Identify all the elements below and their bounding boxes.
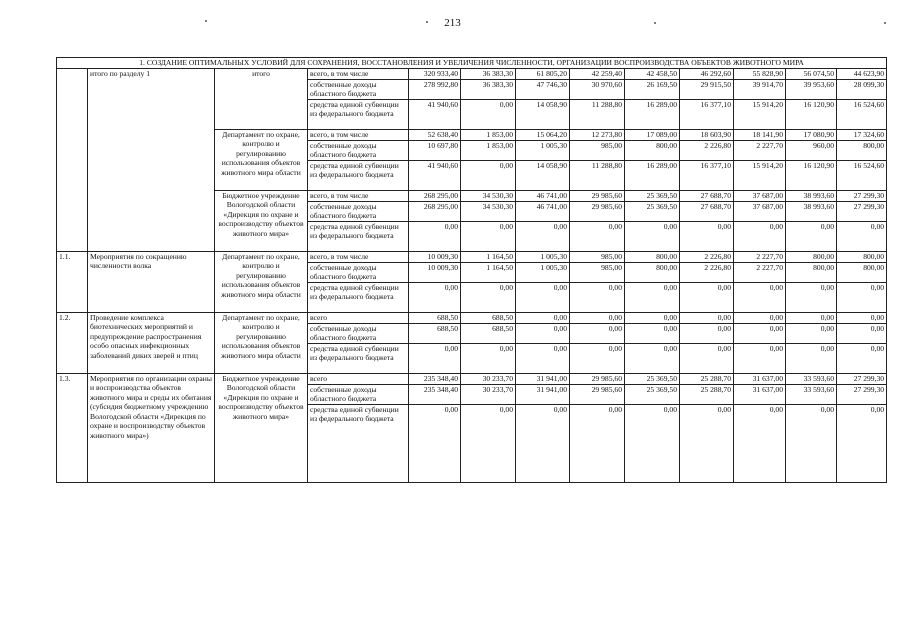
amount-cell: 0,00 xyxy=(786,282,837,312)
table-row xyxy=(57,373,887,384)
executor-name: Департамент по охране, контролю и регулированию использования объектов животного мира области xyxy=(215,312,308,373)
funding-source-label: средства единой субвенции из федерального бюджета xyxy=(308,99,409,129)
amount-cell: 0,00 xyxy=(570,323,625,343)
funding-source-label: средства единой субвенции из федерального бюджета xyxy=(308,160,409,190)
funding-source-label: собственные доходы областного бюджета xyxy=(308,384,409,404)
amount-cell: 2 227,70 xyxy=(734,251,786,262)
amount-cell: 800,00 xyxy=(786,262,837,282)
amount-cell: 688,50 xyxy=(461,312,516,323)
amount-cell: 29 985,60 xyxy=(570,201,625,221)
funding-source-label: всего xyxy=(308,312,409,323)
amount-cell: 27 688,70 xyxy=(680,201,734,221)
amount-cell: 235 348,40 xyxy=(409,373,461,384)
amount-cell: 0,00 xyxy=(786,343,837,373)
amount-cell: 33 593,60 xyxy=(786,373,837,384)
amount-cell: 0,00 xyxy=(516,221,570,251)
amount-cell: 0,00 xyxy=(570,312,625,323)
amount-cell: 985,00 xyxy=(570,140,625,160)
amount-cell: 0,00 xyxy=(680,404,734,482)
amount-cell: 0,00 xyxy=(837,404,887,482)
amount-cell: 0,00 xyxy=(625,282,680,312)
executor-name: итого xyxy=(215,68,308,129)
amount-cell: 0,00 xyxy=(786,221,837,251)
amount-cell: 14 058,90 xyxy=(516,99,570,129)
funding-source-label: средства единой субвенции из федерального бюджета xyxy=(308,404,409,482)
amount-cell: 17 324,60 xyxy=(837,129,887,140)
amount-cell: 0,00 xyxy=(837,221,887,251)
amount-cell: 1 005,30 xyxy=(516,251,570,262)
amount-cell: 37 687,00 xyxy=(734,190,786,201)
amount-cell: 27 299,30 xyxy=(837,201,887,221)
amount-cell: 10 009,30 xyxy=(409,262,461,282)
amount-cell: 16 377,10 xyxy=(680,160,734,190)
amount-cell: 1 164,50 xyxy=(461,262,516,282)
amount-cell: 0,00 xyxy=(680,221,734,251)
amount-cell: 44 623,90 xyxy=(837,68,887,79)
amount-cell: 0,00 xyxy=(409,343,461,373)
amount-cell: 25 369,50 xyxy=(625,190,680,201)
amount-cell: 0,00 xyxy=(461,99,516,129)
amount-cell: 688,50 xyxy=(461,323,516,343)
amount-cell: 0,00 xyxy=(680,343,734,373)
amount-cell: 0,00 xyxy=(516,404,570,482)
amount-cell: 41 940,60 xyxy=(409,99,461,129)
funding-source-label: собственные доходы областного бюджета xyxy=(308,79,409,99)
amount-cell: 235 348,40 xyxy=(409,384,461,404)
amount-cell: 25 369,50 xyxy=(625,384,680,404)
amount-cell: 0,00 xyxy=(625,312,680,323)
amount-cell: 1 853,00 xyxy=(461,129,516,140)
amount-cell: 0,00 xyxy=(680,282,734,312)
executor-name: Бюджетное учреждение Вологодской области «Дирекция по охране и воспроизводству объектов животного мира» xyxy=(215,190,308,251)
amount-cell: 27 688,70 xyxy=(680,190,734,201)
amount-cell: 10 009,30 xyxy=(409,251,461,262)
amount-cell: 0,00 xyxy=(625,221,680,251)
measure-name: Проведение комплекса биотехнических мероприятий и предупреждение распространения особо опасных инфекционных заболеваний диких зверей и птиц xyxy=(88,312,215,373)
amount-cell: 0,00 xyxy=(461,160,516,190)
amount-cell: 36 383,30 xyxy=(461,68,516,79)
amount-cell: 800,00 xyxy=(837,262,887,282)
amount-cell: 0,00 xyxy=(837,343,887,373)
amount-cell: 42 458,50 xyxy=(625,68,680,79)
amount-cell: 56 074,50 xyxy=(786,68,837,79)
amount-cell: 14 058,90 xyxy=(516,160,570,190)
amount-cell: 0,00 xyxy=(680,323,734,343)
funding-source-label: всего, в том числе xyxy=(308,190,409,201)
amount-cell: 25 369,50 xyxy=(625,373,680,384)
scan-dot xyxy=(426,21,428,23)
amount-cell: 11 288,80 xyxy=(570,160,625,190)
amount-cell: 61 805,20 xyxy=(516,68,570,79)
amount-cell: 268 295,00 xyxy=(409,201,461,221)
measure-name: итого по разделу 1 xyxy=(88,68,215,251)
funding-source-label: средства единой субвенции из федерального бюджета xyxy=(308,221,409,251)
amount-cell: 16 289,00 xyxy=(625,99,680,129)
amount-cell: 30 233,70 xyxy=(461,384,516,404)
amount-cell: 688,50 xyxy=(409,312,461,323)
amount-cell: 15 914,20 xyxy=(734,99,786,129)
amount-cell: 47 746,30 xyxy=(516,79,570,99)
amount-cell: 0,00 xyxy=(461,221,516,251)
amount-cell: 12 273,80 xyxy=(570,129,625,140)
amount-cell: 25 288,70 xyxy=(680,373,734,384)
table-row xyxy=(57,68,887,79)
amount-cell: 800,00 xyxy=(837,140,887,160)
amount-cell: 0,00 xyxy=(570,343,625,373)
amount-cell: 18 603,90 xyxy=(680,129,734,140)
amount-cell: 0,00 xyxy=(837,282,887,312)
amount-cell: 34 530,30 xyxy=(461,201,516,221)
amount-cell: 0,00 xyxy=(680,312,734,323)
amount-cell: 0,00 xyxy=(461,404,516,482)
amount-cell: 16 120,90 xyxy=(786,160,837,190)
amount-cell: 30 233,70 xyxy=(461,373,516,384)
amount-cell: 29 915,50 xyxy=(680,79,734,99)
amount-cell: 960,00 xyxy=(786,140,837,160)
amount-cell: 29 985,60 xyxy=(570,384,625,404)
amount-cell: 2 226,80 xyxy=(680,262,734,282)
scan-dot xyxy=(654,22,656,24)
amount-cell: 16 377,10 xyxy=(680,99,734,129)
amount-cell: 55 828,90 xyxy=(734,68,786,79)
amount-cell: 800,00 xyxy=(625,251,680,262)
amount-cell: 15 064,20 xyxy=(516,129,570,140)
amount-cell: 27 299,30 xyxy=(837,190,887,201)
amount-cell: 0,00 xyxy=(461,282,516,312)
amount-cell: 0,00 xyxy=(786,404,837,482)
funding-source-label: собственные доходы областного бюджета xyxy=(308,262,409,282)
amount-cell: 16 120,90 xyxy=(786,99,837,129)
amount-cell: 33 593,60 xyxy=(786,384,837,404)
amount-cell: 0,00 xyxy=(625,343,680,373)
funding-source-label: средства единой субвенции из федерального бюджета xyxy=(308,343,409,373)
table-row xyxy=(57,312,887,323)
amount-cell: 2 226,80 xyxy=(680,140,734,160)
amount-cell: 18 141,90 xyxy=(734,129,786,140)
amount-cell: 27 299,30 xyxy=(837,373,887,384)
row-number: 1.3. xyxy=(57,373,88,482)
funding-source-label: собственные доходы областного бюджета xyxy=(308,323,409,343)
amount-cell: 25 369,50 xyxy=(625,201,680,221)
amount-cell: 46 741,00 xyxy=(516,201,570,221)
amount-cell: 31 637,00 xyxy=(734,384,786,404)
executor-name: Департамент по охране, контролю и регулированию использования объектов животного мира области xyxy=(215,129,308,190)
amount-cell: 16 524,60 xyxy=(837,99,887,129)
amount-cell: 36 383,30 xyxy=(461,79,516,99)
scan-dot xyxy=(205,20,207,22)
amount-cell: 0,00 xyxy=(734,343,786,373)
amount-cell: 29 985,60 xyxy=(570,190,625,201)
amount-cell: 37 687,00 xyxy=(734,201,786,221)
amount-cell: 2 227,70 xyxy=(734,140,786,160)
amount-cell: 800,00 xyxy=(625,140,680,160)
amount-cell: 11 288,80 xyxy=(570,99,625,129)
executor-name: Департамент по охране, контролю и регулированию использования объектов животного мира области xyxy=(215,251,308,312)
amount-cell: 46 741,00 xyxy=(516,190,570,201)
measure-name: Мероприятия по организации охраны и воспроизводства объектов животного мира и среды их обитания (субсидия бюджетному учреждению Вологодской области «Дирекция по охране и воспроизводству объектов животного мира») xyxy=(88,373,215,482)
funding-source-label: собственные доходы областного бюджета xyxy=(308,201,409,221)
amount-cell: 15 914,20 xyxy=(734,160,786,190)
page-number: 213 xyxy=(444,17,461,29)
amount-cell: 1 005,30 xyxy=(516,262,570,282)
amount-cell: 17 080,90 xyxy=(786,129,837,140)
amount-cell: 0,00 xyxy=(570,221,625,251)
amount-cell: 0,00 xyxy=(409,282,461,312)
amount-cell: 0,00 xyxy=(734,282,786,312)
amount-cell: 985,00 xyxy=(570,251,625,262)
amount-cell: 0,00 xyxy=(516,282,570,312)
amount-cell: 0,00 xyxy=(734,404,786,482)
amount-cell: 38 993,60 xyxy=(786,190,837,201)
funding-source-label: всего, в том числе xyxy=(308,251,409,262)
executor-name: Бюджетное учреждение Вологодской области «Дирекция по охране и воспроизводству объектов животного мира» xyxy=(215,373,308,482)
amount-cell: 41 940,60 xyxy=(409,160,461,190)
amount-cell: 0,00 xyxy=(570,282,625,312)
section-header: 1. СОЗДАНИЕ ОПТИМАЛЬНЫХ УСЛОВИЙ ДЛЯ СОХРАНЕНИЯ, ВОССТАНОВЛЕНИЯ И УВЕЛИЧЕНИЯ ЧИСЛЕННОСТИ, ОРГАНИЗАЦИИ ВОСПРОИЗВОДСТВА ОБЪЕКТОВ ЖИВОТНОГО МИРА xyxy=(57,58,887,69)
amount-cell: 26 169,50 xyxy=(625,79,680,99)
amount-cell: 268 295,00 xyxy=(409,190,461,201)
amount-cell: 0,00 xyxy=(516,312,570,323)
amount-cell: 16 289,00 xyxy=(625,160,680,190)
amount-cell: 38 993,60 xyxy=(786,201,837,221)
funding-source-label: всего, в том числе xyxy=(308,129,409,140)
amount-cell: 0,00 xyxy=(837,312,887,323)
amount-cell: 0,00 xyxy=(409,404,461,482)
amount-cell: 800,00 xyxy=(786,251,837,262)
funding-source-label: всего, в том числе xyxy=(308,68,409,79)
amount-cell: 0,00 xyxy=(625,404,680,482)
amount-cell: 16 524,60 xyxy=(837,160,887,190)
amount-cell: 985,00 xyxy=(570,262,625,282)
amount-cell: 31 941,00 xyxy=(516,384,570,404)
amount-cell: 28 099,30 xyxy=(837,79,887,99)
amount-cell: 31 637,00 xyxy=(734,373,786,384)
funding-source-label: всего xyxy=(308,373,409,384)
amount-cell: 10 697,80 xyxy=(409,140,461,160)
amount-cell: 17 089,00 xyxy=(625,129,680,140)
amount-cell: 0,00 xyxy=(734,312,786,323)
scan-dot xyxy=(884,22,886,24)
amount-cell: 39 953,60 xyxy=(786,79,837,99)
measure-name: Мероприятия по сокращению численности волка xyxy=(88,251,215,312)
amount-cell: 800,00 xyxy=(837,251,887,262)
amount-cell: 1 853,00 xyxy=(461,140,516,160)
funding-source-label: собственные доходы областного бюджета xyxy=(308,140,409,160)
amount-cell: 0,00 xyxy=(570,404,625,482)
amount-cell: 800,00 xyxy=(625,262,680,282)
amount-cell: 0,00 xyxy=(786,312,837,323)
row-number: 1.1. xyxy=(57,251,88,312)
amount-cell: 0,00 xyxy=(516,343,570,373)
amount-cell: 30 970,60 xyxy=(570,79,625,99)
table-row xyxy=(57,251,887,262)
budget-table xyxy=(56,57,887,483)
amount-cell: 46 292,60 xyxy=(680,68,734,79)
amount-cell: 39 914,70 xyxy=(734,79,786,99)
amount-cell: 320 933,40 xyxy=(409,68,461,79)
amount-cell: 0,00 xyxy=(516,323,570,343)
amount-cell: 1 005,30 xyxy=(516,140,570,160)
amount-cell: 278 992,80 xyxy=(409,79,461,99)
amount-cell: 0,00 xyxy=(837,323,887,343)
amount-cell: 688,50 xyxy=(409,323,461,343)
amount-cell: 2 227,70 xyxy=(734,262,786,282)
amount-cell: 42 259,40 xyxy=(570,68,625,79)
amount-cell: 52 638,40 xyxy=(409,129,461,140)
amount-cell: 27 299,30 xyxy=(837,384,887,404)
row-number xyxy=(57,68,88,251)
row-number: 1.2. xyxy=(57,312,88,373)
amount-cell: 0,00 xyxy=(786,323,837,343)
amount-cell: 0,00 xyxy=(461,343,516,373)
amount-cell: 34 530,30 xyxy=(461,190,516,201)
amount-cell: 1 164,50 xyxy=(461,251,516,262)
amount-cell: 25 288,70 xyxy=(680,384,734,404)
funding-source-label: средства единой субвенции из федерального бюджета xyxy=(308,282,409,312)
amount-cell: 0,00 xyxy=(734,221,786,251)
amount-cell: 31 941,00 xyxy=(516,373,570,384)
amount-cell: 0,00 xyxy=(625,323,680,343)
amount-cell: 2 226,80 xyxy=(680,251,734,262)
amount-cell: 0,00 xyxy=(734,323,786,343)
amount-cell: 29 985,60 xyxy=(570,373,625,384)
amount-cell: 0,00 xyxy=(409,221,461,251)
